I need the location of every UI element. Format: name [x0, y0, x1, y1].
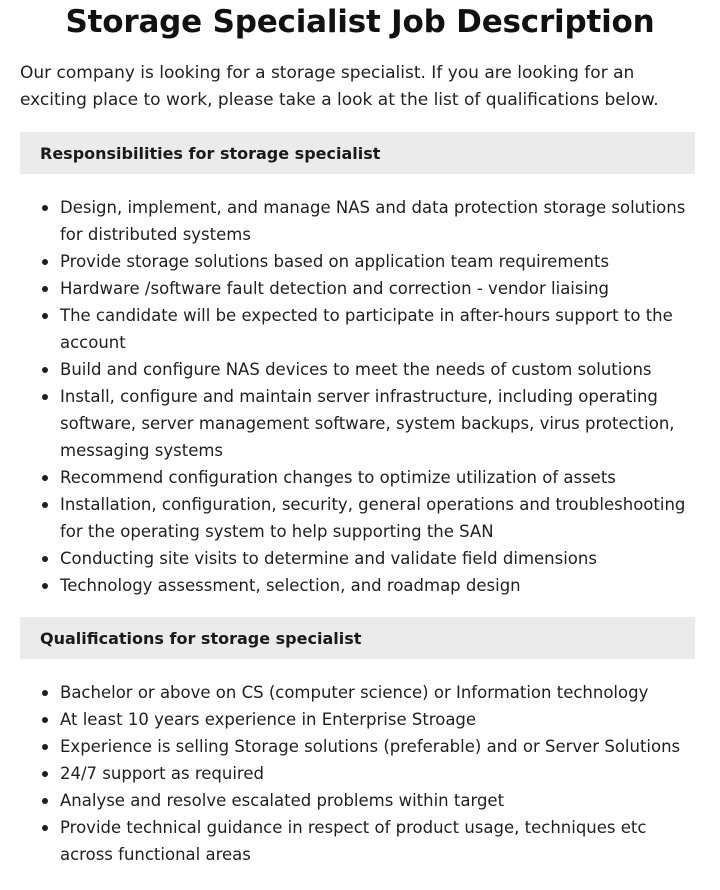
list-item: Technology assessment, selection, and roadmap design	[60, 572, 696, 599]
list-item: Provide technical guidance in respect of product usage, techniques etc across functional areas	[60, 814, 696, 868]
responsibilities-list	[0, 194, 720, 599]
list-item: Provide storage solutions based on application team requirements	[60, 248, 696, 275]
list-item: The candidate will be expected to participate in after-hours support to the account	[60, 302, 696, 356]
list-item: Experience is selling Storage solutions (preferable) and or Server Solutions	[60, 733, 696, 760]
list-item: At least 10 years experience in Enterprise Stroage	[60, 706, 696, 733]
list-item: Recommend configuration changes to optimize utilization of assets	[60, 464, 696, 491]
list-item: Hardware /software fault detection and correction - vendor liaising	[60, 275, 696, 302]
qualifications-list	[0, 679, 720, 868]
list-item: 24/7 support as required	[60, 760, 696, 787]
list-item: Installation, configuration, security, general operations and troubleshooting for the operating system to help supporting the SAN	[60, 491, 696, 545]
list-item: Build and configure NAS devices to meet the needs of custom solutions	[60, 356, 696, 383]
list-item: Bachelor or above on CS (computer science) or Information technology	[60, 679, 696, 706]
responsibilities-heading: Responsibilities for storage specialist	[20, 132, 695, 174]
list-item: Install, configure and maintain server infrastructure, including operating software, server management software, system backups, virus protection, messaging systems	[60, 383, 696, 464]
list-item: Analyse and resolve escalated problems within target	[60, 787, 696, 814]
page-title: Storage Specialist Job Description	[65, 4, 655, 40]
list-item: Design, implement, and manage NAS and data protection storage solutions for distributed systems	[60, 194, 696, 248]
intro-paragraph: Our company is looking for a storage specialist. If you are looking for an exciting place to work, please take a look at the list of qualifications below.	[20, 63, 659, 110]
qualifications-heading: Qualifications for storage specialist	[20, 617, 695, 659]
list-item: Conducting site visits to determine and validate field dimensions	[60, 545, 696, 572]
